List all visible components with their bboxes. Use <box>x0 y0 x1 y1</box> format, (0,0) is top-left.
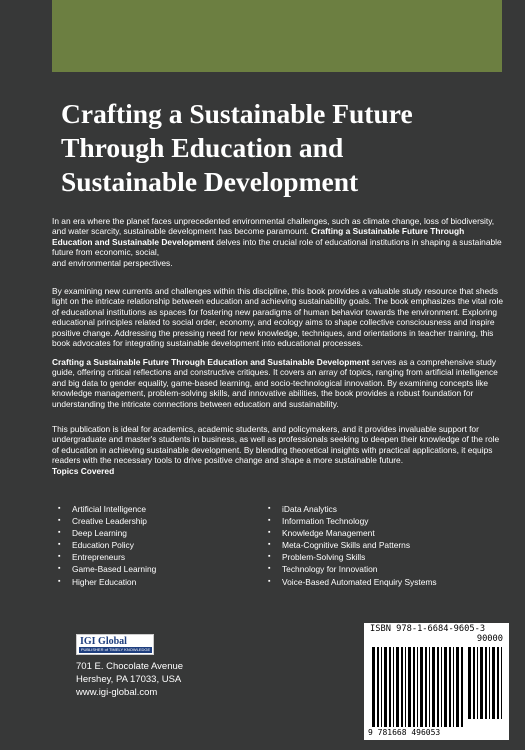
barcode-bar <box>381 647 382 727</box>
topic-item: ▪ Game-Based Learning <box>58 563 156 575</box>
topic-item: ▪ Information Technology <box>268 515 437 527</box>
topic-item: ▪ Problem-Solving Skills <box>268 551 437 563</box>
barcode-bar <box>429 647 430 727</box>
barcode-bar <box>453 647 454 727</box>
barcode-bar <box>468 647 471 719</box>
topic-item: ▪ iData Analytics <box>268 503 437 515</box>
topic-item: ▪ Meta-Cognitive Skills and Patterns <box>268 539 437 551</box>
topic-item: ▪ Voice-Based Automated Enquiry Systems <box>268 576 437 588</box>
barcode-bar <box>408 647 411 727</box>
barcode-bar <box>492 647 495 719</box>
publisher-logo-name: IGI Global <box>80 636 127 647</box>
p1-text-b: delves into the crucial role of educational institutions in shaping a sustainable future from economic, social, <box>52 236 502 258</box>
topic-item: ▪ Technology for Innovation <box>268 563 437 575</box>
address-city: Hershey, PA 17033, USA <box>76 674 182 685</box>
topic-item: ▪ Creative Leadership <box>58 515 156 527</box>
barcode-bar <box>480 647 483 719</box>
p3-text: serves as a comprehensive study guide, offering critical reflections and constructive critiques. It covers an array of topics, ranging from artificial intelligence and big data to gender equality, game-based learning, and socio-technological innovation. By examining concepts like knowledge management, problem-solving skills, and innovative abilities, the book provides a robust foundation for understanding the intricate connections between education and sustainability. <box>52 357 498 409</box>
p1-text-a: In an era where the planet faces unprecedented environmental challenges, such as climate change, loss of biodiversity, and water scarcity, sustainable development has become paramount. <box>52 216 495 237</box>
barcode-bar <box>485 647 487 719</box>
barcode-bar <box>405 647 406 727</box>
topics-list-left <box>58 503 156 588</box>
title-line-2: Through Education and <box>61 132 344 163</box>
description-paragraph-1 <box>52 216 505 268</box>
barcode-bar <box>461 647 463 727</box>
barcode-bar <box>497 647 499 719</box>
barcode-bar <box>417 647 418 727</box>
topic-item: ▪ Deep Learning <box>58 527 156 539</box>
p1-text-c: and environmental perspectives. <box>52 257 173 268</box>
barcode-bar <box>413 647 415 727</box>
publisher-logo <box>76 634 154 655</box>
barcode-digits: 9 781668 496053 <box>368 728 441 737</box>
barcode-bar <box>396 647 399 727</box>
top-color-band <box>52 0 502 72</box>
barcode-bar <box>456 647 459 727</box>
barcode-bar <box>473 647 475 719</box>
topic-item: ▪ Education Policy <box>58 539 156 551</box>
title-line-1: Crafting a Sustainable Future <box>61 98 413 129</box>
price-code: 90000 <box>476 634 503 644</box>
publisher-logo-tagline: PUBLISHER of TIMELY KNOWLEDGE <box>80 647 151 652</box>
barcode-bar <box>489 647 490 719</box>
barcode-bar <box>425 647 427 727</box>
barcode-bar <box>501 647 502 719</box>
barcode-graphic <box>364 623 509 740</box>
barcode-bar <box>477 647 478 719</box>
isbn-barcode <box>364 623 509 740</box>
barcode-bar <box>437 647 439 727</box>
title-line-3: Sustainable Development <box>61 166 359 197</box>
barcode-bar <box>389 647 391 727</box>
description-paragraph-4 <box>52 424 505 476</box>
p1-book-title: Crafting a Sustainable Future Through Education and Sustainable Development <box>52 226 465 247</box>
isbn-number: ISBN 978-1-6684-9605-3 <box>370 624 486 634</box>
topic-item: ▪ Higher Education <box>58 576 156 588</box>
address-street: 701 E. Chocolate Avenue <box>76 661 184 672</box>
barcode-bar <box>384 647 387 727</box>
topic-item: ▪ Artificial Intelligence <box>58 503 156 515</box>
topic-item: ▪ Entrepreneurs <box>58 551 156 563</box>
description-paragraph-3 <box>52 357 505 409</box>
barcode-bar <box>432 647 435 727</box>
book-title <box>61 97 481 199</box>
publisher-address <box>76 660 183 699</box>
barcode-bar <box>377 647 379 727</box>
topics-heading: Topics Covered <box>52 465 115 476</box>
p3-book-title: Crafting a Sustainable Future Through Education and Sustainable Development <box>52 357 370 367</box>
description-paragraph-2: By examining new currents and challenges within this discipline, this book provides a valuable study resource that sheds light on the intricate relationship between education and achieving sustainability goals. The book emphasizes the vital role of educational institutions as spaces for fostering new paradigms of human behavior towards the environment. Exploring educational principles related to social order, economy, and ecology aims to shape collective consciousness and inspire positive change. Addressing the pressing need for new knowledge, techniques, and orientations in teacher training, this book advocates for integrating sustainable development into educational processes. <box>52 286 503 349</box>
barcode-bar <box>441 647 442 727</box>
topic-item: ▪ Knowledge Management <box>268 527 437 539</box>
barcode-bar <box>420 647 423 727</box>
barcode-bar <box>449 647 451 727</box>
p4-text: This publication is ideal for academics, academic students, and policymakers, and it provides invaluable support for undergraduate and master's students in business, as well as professionals seeking to deepen their knowledge of the role of education in achieving sustainable development. By blending theoretical insights with practical applications, it equips readers with the necessary tools to drive positive change and shape a more sustainable future. <box>52 424 500 466</box>
barcode-bar <box>372 647 375 727</box>
barcode-bar <box>401 647 403 727</box>
topics-list-right <box>268 503 437 588</box>
publisher-website: www.igi-global.com <box>76 687 158 698</box>
barcode-bar <box>444 647 447 727</box>
barcode-bar <box>393 647 394 727</box>
